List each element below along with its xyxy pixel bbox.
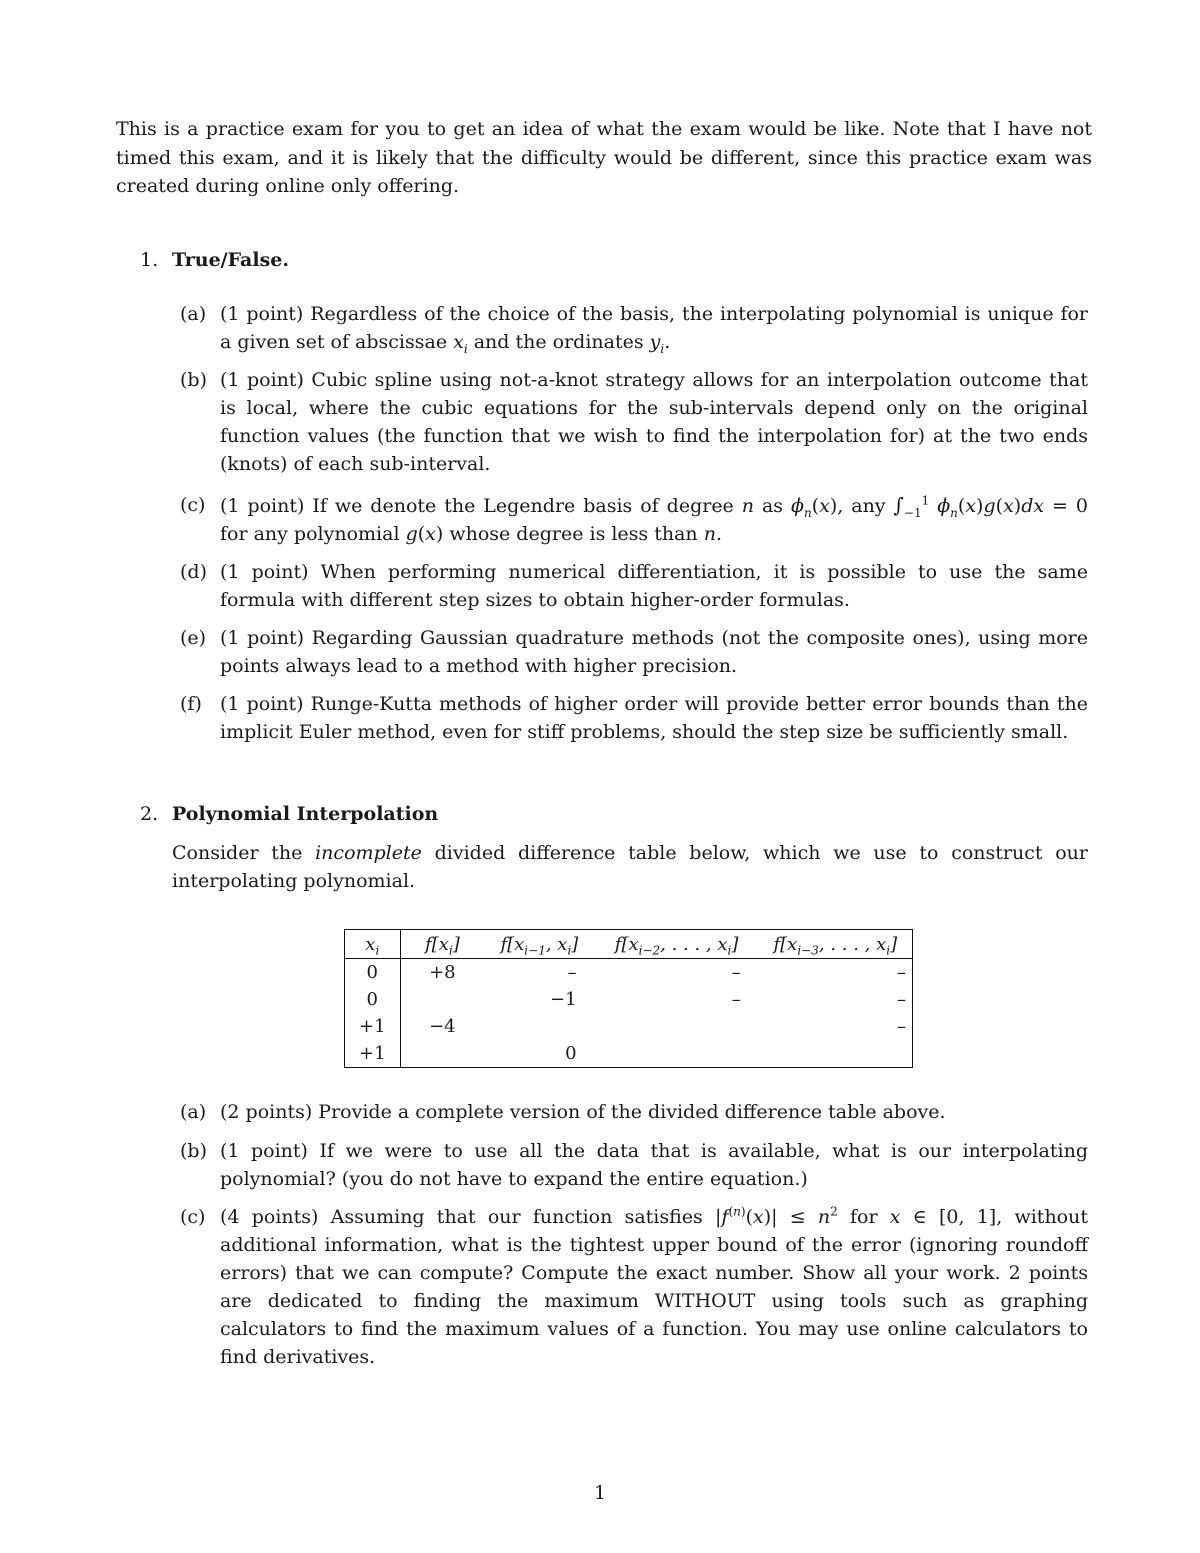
question-2a <box>180 1098 1088 1126</box>
question-label: (a) <box>180 1101 207 1123</box>
section-2-intro: Consider the incomplete divided difference table below, which we use to construct our interpolating polynomial. <box>172 842 1088 892</box>
question-label: (f) <box>180 693 202 715</box>
intro-paragraph: This is a practice exam for you to get an idea of what the exam would be like. Note that I have not timed this exam, and it is likely that the difficulty would be different, since this practice exam was created during online only offering. <box>116 118 1092 197</box>
question-text: (1 point) Regarding Gaussian quadrature methods (not the composite ones), using more points always lead to a method with higher precision. <box>220 627 1088 677</box>
section-1-heading <box>140 246 289 274</box>
section-2-heading <box>140 800 438 828</box>
section-2-number: 2. <box>140 803 159 825</box>
question-label: (c) <box>180 494 206 516</box>
question-label: (b) <box>180 369 207 391</box>
question-text: (1 point) If we were to use all the data that is available, what is our interpolating polynomial? (you do not have to expand the entire equation.) <box>220 1140 1088 1190</box>
question-1b <box>180 366 1088 478</box>
table-header-row <box>345 930 913 959</box>
question-label: (b) <box>180 1140 207 1162</box>
table-row: 0 −1 – – <box>345 986 913 1013</box>
header-third-difference: $f[x_{i-3}$, . . . , $x_i$] <box>759 930 913 959</box>
header-second-difference: $f[x_{i-2}$, . . . , $x_i$] <box>595 930 759 959</box>
question-label: (e) <box>180 627 207 649</box>
question-text: (1 point) Runge-Kutta methods of higher order will provide better error bounds than the implicit Euler method, even for stiff problems, should the step size be sufficiently small. <box>220 693 1088 743</box>
divided-difference-table <box>344 929 913 1068</box>
table-row: 0 +8 – – – <box>345 959 913 987</box>
question-1a: (a) (1 point) Regardless of the choice of the basis, the interpolating polynomial is unique for a given set of abscissae $x_i$ and the ordinates $y_i$. <box>180 300 1088 356</box>
section-2-title: Polynomial Interpolation <box>172 803 439 825</box>
question-text: (2 points) Provide a complete version of the divided difference table above. <box>220 1101 946 1123</box>
question-label: (c) <box>180 1206 206 1228</box>
table-row: +1 0 <box>345 1040 913 1068</box>
question-label: (a) <box>180 303 207 325</box>
page-number: 1 <box>593 1482 607 1504</box>
header-first-difference: $f[x_{i-1}$, $x_i$] <box>484 930 594 959</box>
question-2b <box>180 1137 1088 1193</box>
header-xi: $x_i$ <box>345 930 401 959</box>
header-f-xi: $f[x_i]$ <box>400 930 484 959</box>
section-1-number: 1. <box>140 249 159 271</box>
question-label: (d) <box>180 561 207 583</box>
question-1f <box>180 690 1088 746</box>
question-text: (1 point) When performing numerical differentiation, it is possible to use the same formula with different step sizes to obtain higher-order formulas. <box>220 561 1088 611</box>
table-row: +1 −4 – <box>345 1013 913 1040</box>
question-2c: (c) (4 points) Assuming that our function satisfies $|f^{(n)}(x)| \le n^2$ for x ∈ [0, 1], without additional information, what is the tightest upper bound of the error (ignoring roundoff errors) that we can compute? Compute the exact number. Show all your work. 2 points are dedicated to finding the maximum WITHOUT using tools such as graphing calculators to find the maximum values of a function. You may use online calculators to find derivatives. <box>180 1204 1088 1368</box>
question-1d <box>180 558 1088 614</box>
question-1e <box>180 624 1088 680</box>
question-1c: (c) (1 point) If we denote the Legendre basis of degree n as $\phi_n(x)$, any $\int_{-1}^1$ $\phi_n(x)g(x)dx = 0$ for any polynomial g(x) whose degree is less than n. <box>180 493 1089 545</box>
question-text: (1 point) Cubic spline using not-a-knot strategy allows for an interpolation outcome that is local, where the cubic equations for the sub-intervals depend only on the original function values (the function that we wish to find the interpolation for) at the two ends (knots) of each sub-interval. <box>220 369 1088 475</box>
section-1-title: True/False. <box>172 249 289 271</box>
